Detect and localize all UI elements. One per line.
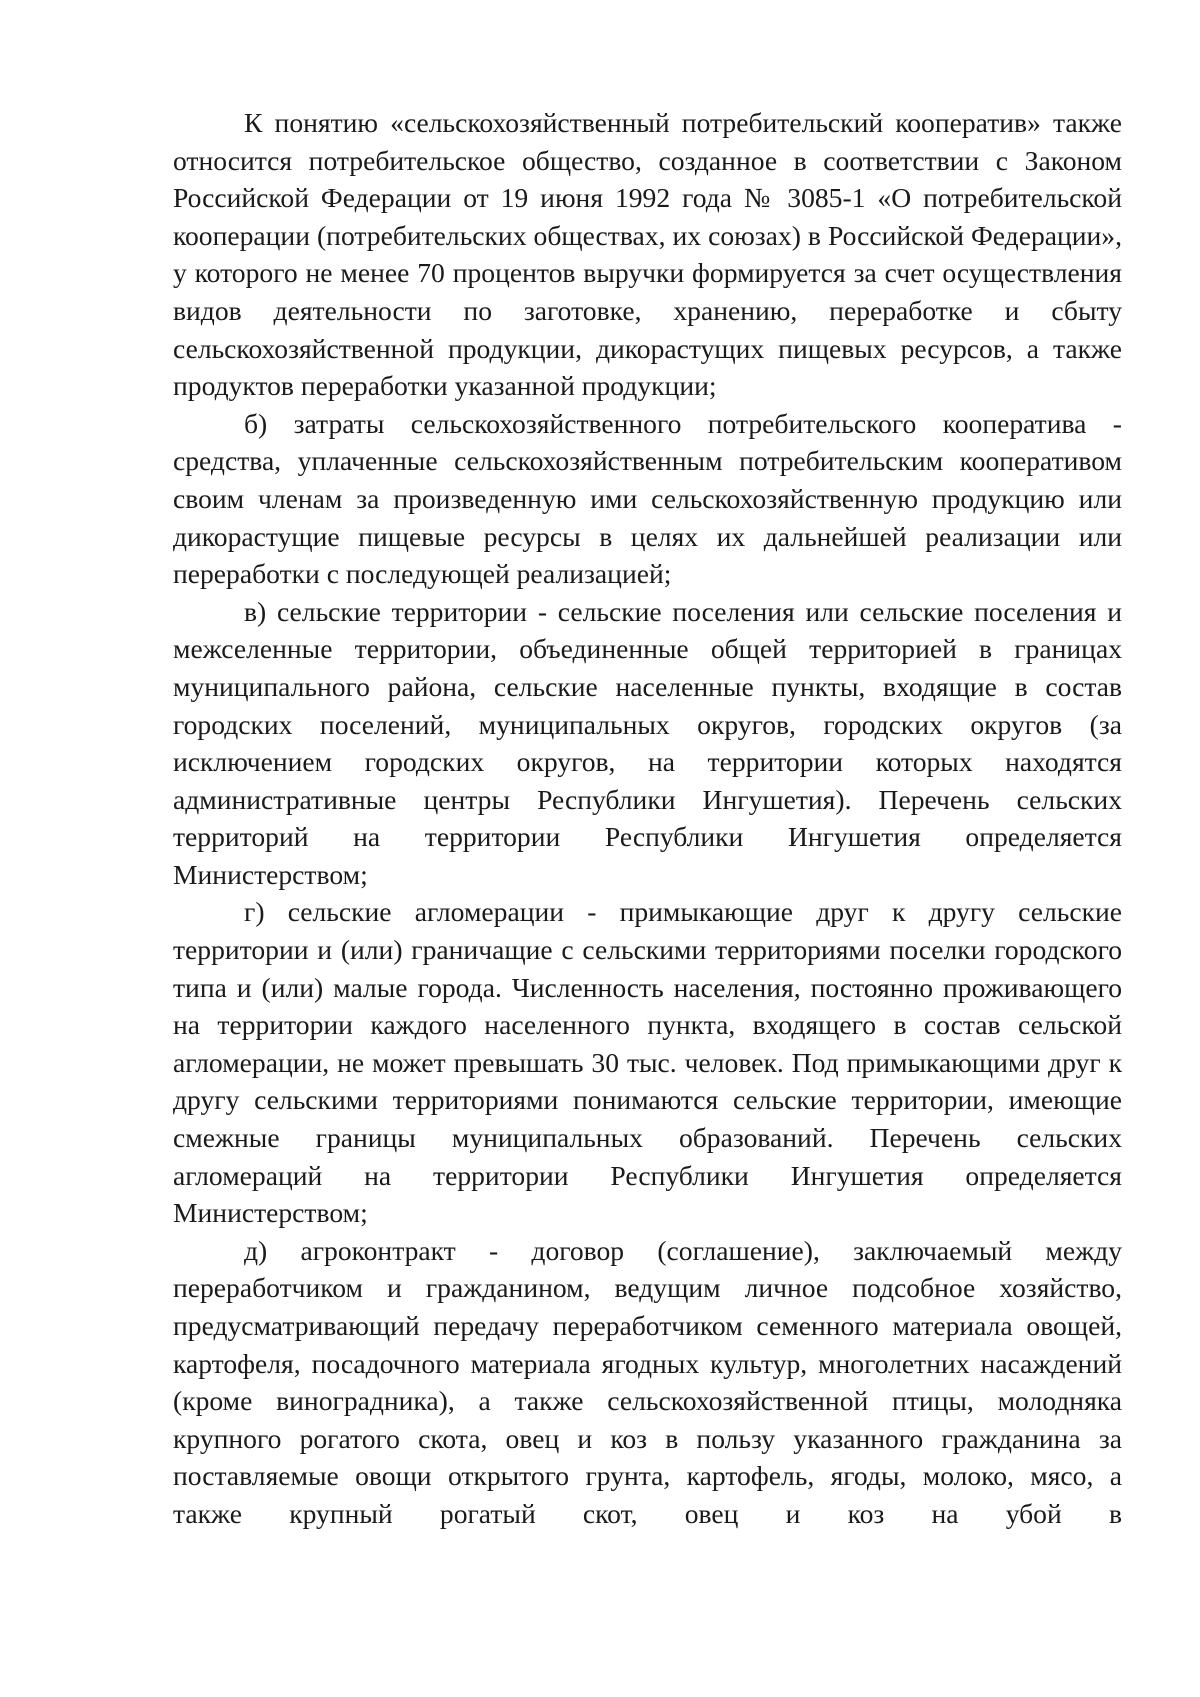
paragraph-agrocontract: д) агроконтракт - договор (соглашение), заключаемый между переработчиком и гражданином, ведущим личное подсобное хозяйство, предусматривающий передачу переработчиком семенного материала овощей, картофеля, посадочного материала ягодных культур, многолетних насаждений (кроме виноградника), а также сельскохозяйственной птицы, молодняка крупного рогатого скота, овец и коз в пользу указанного гражданина за поставляемые овощи открытого грунта, картофель, ягоды, молоко, мясо, а также крупный рогатый скот, овец и коз на убой в	[173, 1234, 1122, 1529]
paragraph-cooperative-costs: б) затраты сельскохозяйственного потребительского кооператива - средства, уплаченные сельскохозяйственным потребительским кооперативом своим членам за произведенную ими сельскохозяйственную продукцию или дикорастущие пищевые ресурсы в целях их дальнейшей реализации или переработки с последующей реализацией;	[173, 407, 1122, 590]
paragraph-cooperative-definition: К понятию «сельскохозяйственный потребительский кооператив» также относится потребительское общество, созданное в соответствии с Законом Российской Федерации от 19 июня 1992 года № 3085-1 «О потребительской кооперации (потребительских обществах, их союзах) в Российской Федерации», у которого не менее 70 процентов выручки формируется за счет осуществления видов деятельности по заготовке, хранению, переработке и сбыту сельскохозяйственной продукции, дикорастущих пищевых ресурсов, а также продуктов переработки указанной продукции;	[173, 107, 1122, 402]
paragraph-rural-territories: в) сельские территории - сельские поселения или сельские поселения и межселенные территории, объединенные общей территорией в границах муниципального района, сельские населенные пункты, входящие в состав городских поселений, муниципальных округов, городских округов (за исключением городских округов, на территории которых находятся административные центры Республики Ингушетия). Перечень сельских территорий на территории Республики Ингушетия определяется Министерством;	[173, 595, 1122, 890]
paragraph-rural-agglomerations: г) сельские агломерации - примыкающие друг к другу сельские территории и (или) граничащие с сельскими территориями поселки городского типа и (или) малые города. Численность населения, постоянно проживающего на территории каждого населенного пункта, входящего в состав сельской агломерации, не может превышать 30 тыс. человек. Под примыкающими друг к другу сельскими территориями понимаются сельские территории, имеющие смежные границы муниципальных образований. Перечень сельских агломераций на территории Республики Ингушетия определяется Министерством;	[173, 896, 1122, 1229]
document-page	[173, 104, 1122, 1533]
